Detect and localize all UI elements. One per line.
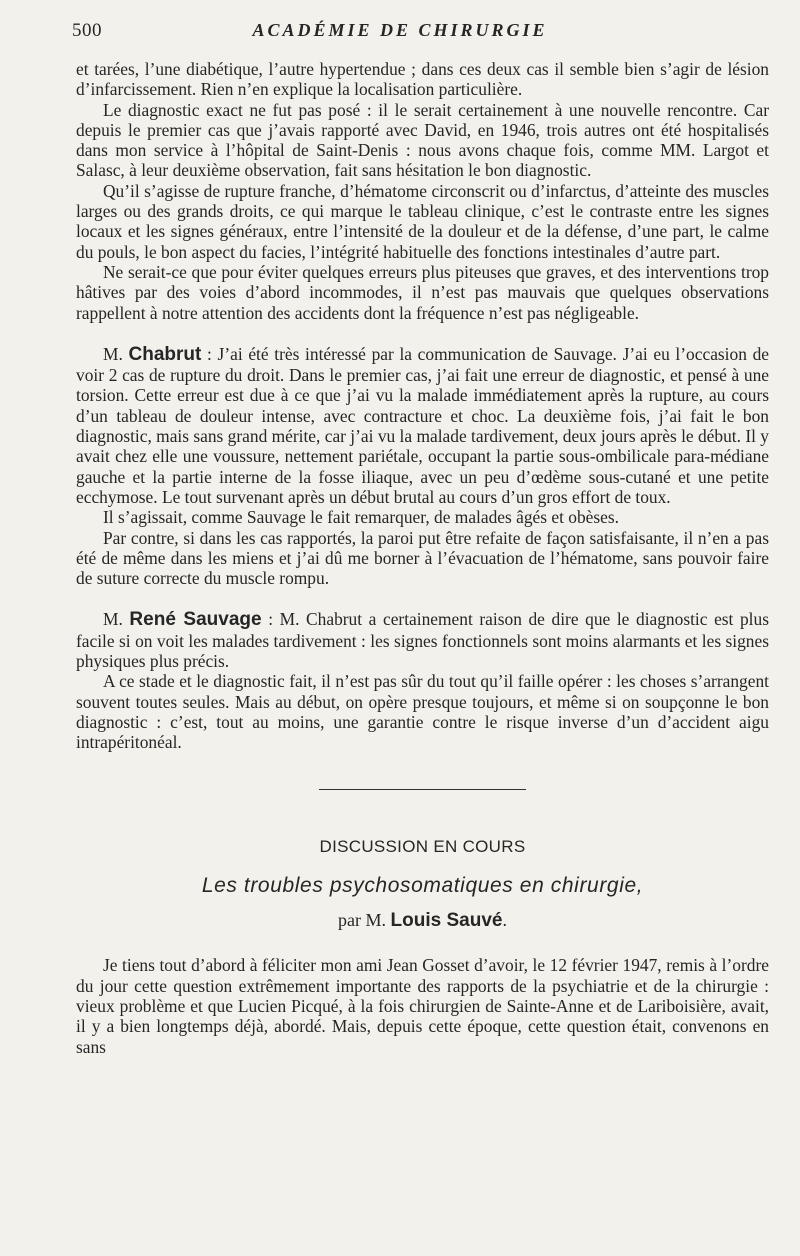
running-head: ACADÉMIE DE CHIRURGIE [252,20,548,40]
chabrut-intervention [76,344,769,507]
speaker-prefix: M. [103,343,123,364]
byline-prefix: par M. [338,910,387,931]
sauvage-text: M. Chabrut a certainement raison de dire que le diagnostic est plus facile si on voit les malades tardivement : les signes fonctionnels sont moins alarmants et les signes physiques plus précis. [76,609,769,672]
section-heading: DISCUSSION EN COURS [319,836,526,856]
paragraph-continuation: et tarées, l’une diabétique, l’autre hypertendue ; dans ces deux cas il semble bien s’agir de lésion d’infarcissement. Rien n’en explique la localisation particulière. [76,59,769,100]
speaker-colon: : [207,343,212,364]
sauvage-intervention [76,609,769,671]
body-text [76,59,769,1057]
chabrut-paragraph-2: Il s’agissait, comme Sauvage le fait remarquer, de malades âgés et obèses. [103,507,619,528]
speaker-name-sauvage: René Sauvage [129,609,262,631]
speaker-name-chabrut: Chabrut [128,343,202,365]
chabrut-paragraph-3: Par contre, si dans les cas rapportés, la paroi put être refaite de façon satisfaisante, il n’en a pas été de même dans les miens et j’ai dû me borner à l’évacuation de l’hématome, sans pouvoir faire de suture correcte du muscle rompu. [76,527,769,589]
speaker-prefix: M. [103,609,123,630]
page-number: 500 [72,20,102,41]
section-divider [319,789,526,790]
byline-suffix: . [502,910,507,931]
article-title: Les troubles psychosomatiques en chirurgie, [201,873,644,897]
byline [76,910,769,931]
paragraph-opening: Je tiens tout d’abord à féliciter mon ami Jean Gosset d’avoir, le 12 février 1947, remis à l’ordre du jour cette question extrêmement importante des rapports de la psychiatrie et de la chirurgie : vieux problème et que Lucien Picqué, à la fois chirurgien de Sainte-Anne et de Lariboisière, avait, il y a bien longtemps déjà, abordé. Mais, depuis cette époque, cette question était, convenons en sans [76,955,769,1057]
speaker-colon: : [268,609,274,630]
page-header [0,20,800,44]
paragraph-diagnostic: Le diagnostic exact ne fut pas posé : il le serait certainement à une nouvelle rencontre. Car depuis le premier cas que j’avais rapporté avec David, en 1946, trois autres ont été hospitalisés dans mon service à l’hôpital de Saint-Denis : nous avons chaque fois, comme MM. Largot et Salasc, à leur deuxième observation, fait sans hésitation le bon diagnostic. [76,99,769,181]
chabrut-text: J’ai été très intéressé par la communication de Sauvage. J’ai eu l’occasion de voir 2 cas de rupture du droit. Dans le premier cas, j’ai fait une erreur de diagnostic, et pensé à une torsion. Cette erreur est due à ce que j’ai vu la malade immédiatement après la rupture, au cours d’un tableau de douleur intense, avec contracture et choc. La deuxième fois, j’ai fait le bon diagnostic, mais sans grand mérite, car j’ai vu la malade tardivement, deux jours après le début. Il y avait chez elle une voussure, nettement pariétale, occupant la partie sous-ombilicale para-médiane gauche et la partie interne de la fosse iliaque, avec un peu d’œdème sous-cutané et une petite ecchymose. Le tout survenant après un début brutal au cours d’un gros effort de toux. [76,343,769,507]
paragraph-conclusion: Ne serait-ce que pour éviter quelques erreurs plus piteuses que graves, et des interventions trop hâtives par des voies d’abord incommodes, il n’est pas mauvais que quelques observations rappellent à notre attention des accidents dont la fréquence n’est pas négligeable. [76,261,769,323]
paragraph-clinical-picture: Qu’il s’agisse de rupture franche, d’hématome circonscrit ou d’infarctus, d’atteinte des muscles larges ou des grands droits, ce qui marque le tableau clinique, c’est le contraste entre les signes locaux et les signes généraux, entre l’intensité de la douleur et de la défense, d’une part, le calme du pouls, le bon aspect du facies, l’intégrité habituelle des fonctions intestinales d’autre part. [76,180,769,262]
sauvage-paragraph-2: A ce stade et le diagnostic fait, il n’est pas sûr du tout qu’il faille opérer : les choses s’arrangent souvent toutes seules. Mais au début, on opère presque toujours, et même si on soupçonne le bon diagnostic : c’est, tout au moins, une garantie contre le risque inverse d’un d’accident aigu intrapéritonéal. [76,671,769,753]
author-name: Louis Sauvé [390,910,503,932]
